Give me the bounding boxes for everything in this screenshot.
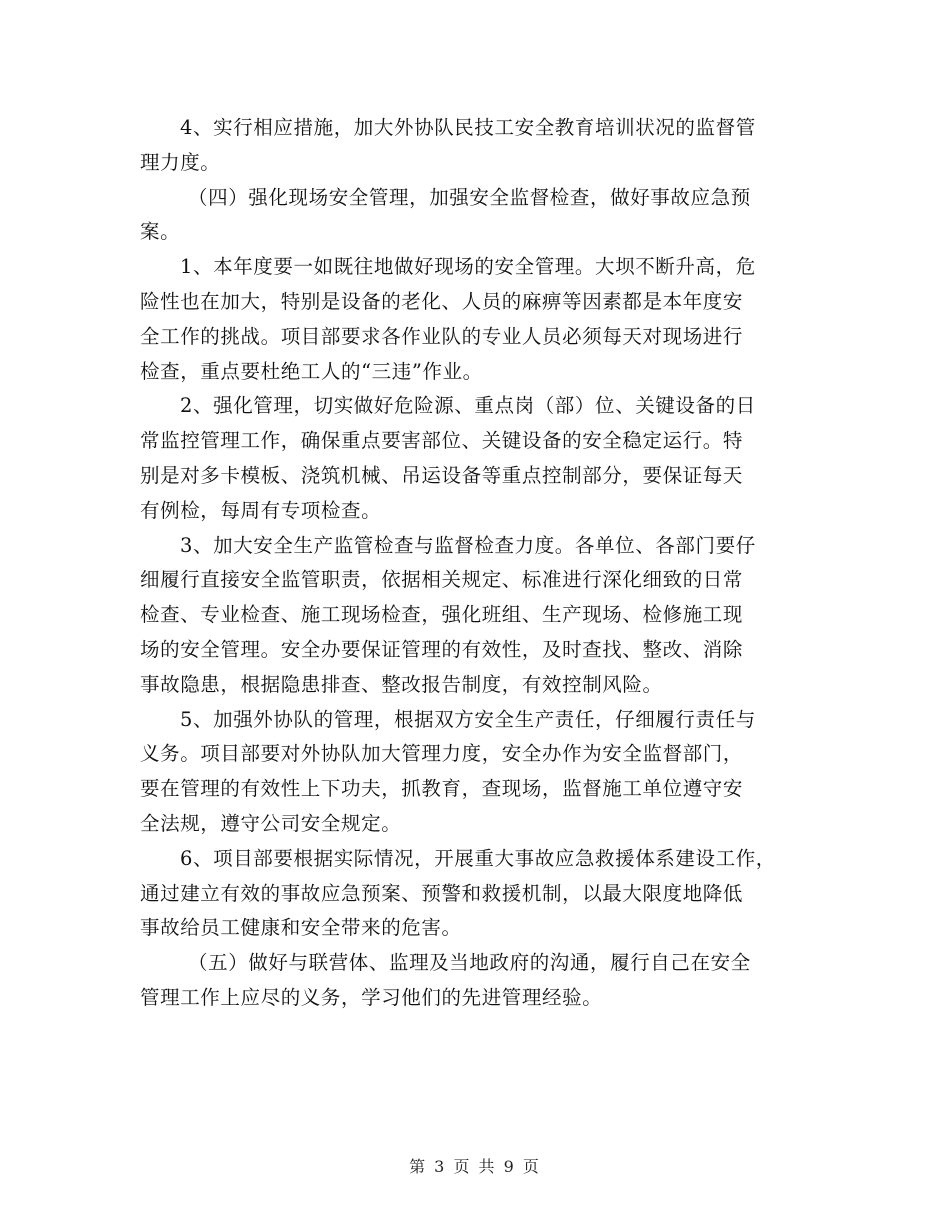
paragraph-line: 事故给员工健康和安全带来的危害。 (140, 916, 462, 940)
paragraph-line: 5、加强外协队的管理，根据双方安全生产责任，仔细履行责任与 (180, 707, 756, 731)
section-heading-line: （四）强化现场安全管理，加强安全监督检查，做好事故应急预 (188, 185, 751, 209)
paragraph-line: 全法规，遵守公司安全规定。 (140, 811, 402, 835)
paragraph-line: 通过建立有效的事故应急预案、预警和救援机制，以最大限度地降低 (140, 881, 744, 905)
paragraph-line: 4、实行相应措施，加大外协队民技工安全教育培训状况的监督管 (180, 116, 756, 139)
section-heading-line: 管理工作上应尽的义务，学习他们的先进管理经验。 (140, 985, 603, 1009)
paragraph-line: 2、强化管理，切实做好危险源、重点岗（部）位、关键设备的日 (180, 394, 756, 418)
paragraph-line: 有例检，每周有专项检查。 (140, 498, 382, 522)
paragraph-line: 义务。项目部要对外协队加大管理力度，安全办作为安全监督部门， (140, 742, 744, 766)
paragraph-line: 事故隐患，根据隐患排查、整改报告制度，有效控制风险。 (140, 672, 663, 696)
paragraph-line: 险性也在加大，特别是设备的老化、人员的麻痹等因素都是本年度安 (140, 289, 744, 313)
paragraph-line: 全工作的挑战。项目部要求各作业队的专业人员必须每天对现场进行 (140, 324, 744, 348)
paragraph-line: 1、本年度要一如既往地做好现场的安全管理。大坝不断升高，危 (180, 255, 756, 279)
paragraph-line: 细履行直接安全监管职责，依据相关规定、标准进行深化细致的日常 (140, 568, 744, 592)
paragraph-line: 要在管理的有效性上下功夫，抓教育，查现场，监督施工单位遵守安 (140, 777, 744, 801)
paragraph-line: 场的安全管理。安全办要保证管理的有效性，及时查找、整改、消除 (140, 637, 744, 661)
paragraph-line: 检查，重点要杜绝工人的“三违”作业。 (140, 359, 483, 383)
paragraph-line: 常监控管理工作，确保重点要害部位、关键设备的安全稳定运行。特 (140, 429, 744, 453)
paragraph-line: 理力度。 (140, 150, 221, 174)
paragraph-line: 3、加大安全生产监管检查与监督检查力度。各单位、各部门要仔 (180, 533, 756, 557)
document-body (140, 111, 812, 1016)
section-heading-line: （五）做好与联营体、监理及当地政府的沟通，履行自己在安全 (188, 951, 751, 975)
paragraph-line: 检查、专业检查、施工现场检查，强化班组、生产现场、检修施工现 (140, 603, 744, 627)
paragraph-line: 6、项目部要根据实际情况，开展重大事故应急救援体系建设工作， (180, 846, 776, 870)
page-number-footer: 第 3 页 共 9 页 (409, 1157, 541, 1176)
section-heading-line: 案。 (140, 220, 181, 244)
paragraph-line: 别是对多卡模板、浇筑机械、吊运设备等重点控制部分，要保证每天 (140, 463, 744, 487)
